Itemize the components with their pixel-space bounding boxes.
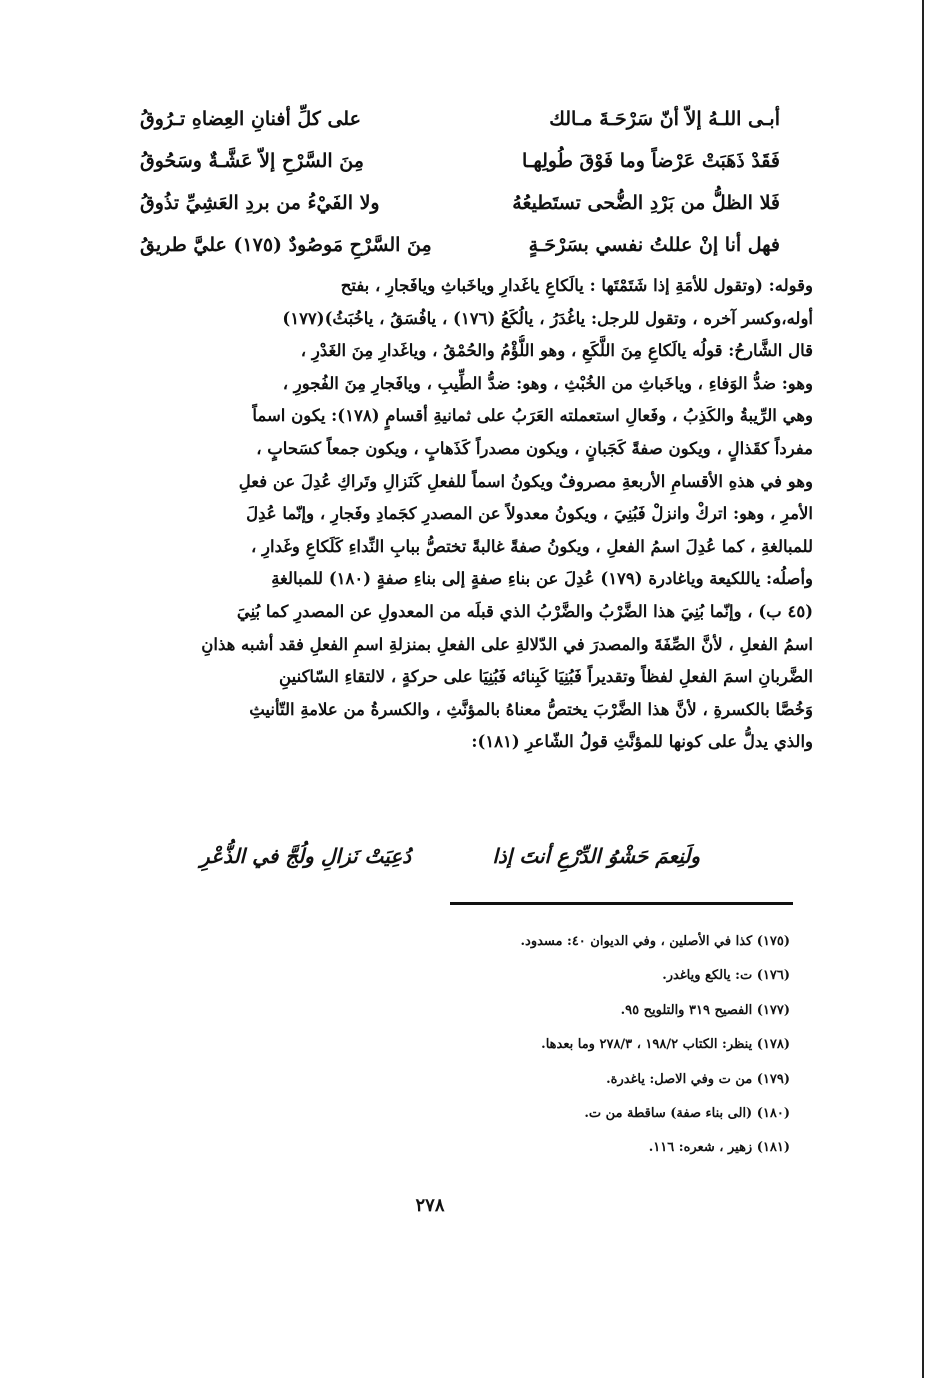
prose-line: وَخُصَّا بالكسرةِ ، لأنَّ هذا الضَّرْبَ يختصُّ معناهُ بالمؤنَّثِ ، والكسرةُ من علامةِ التّأنيثِ bbox=[249, 699, 813, 719]
prose-line: وهو: ضدُّ الوَفاءِ ، وياخَباثِ من الخُبْثِ ، وهو: ضدُّ الطِّيبِ ، ويافَجارِ مِنَ الفُجورِ ، bbox=[282, 373, 813, 393]
verse-line bbox=[140, 142, 780, 184]
prose-line: وأصلُه: ياللكيعة وياغادرة (١٧٩) عُدِلَ عن بناءِ صفةٍ إلى بناءِ صفةٍ (١٨٠) للمبالغةِ bbox=[271, 569, 813, 589]
footnote: (١٧٦) ت: يالكع وياغدر. bbox=[662, 968, 790, 984]
prose-line: اسمُ الفعلِ ، لأنَّ الصِّفَةَ والمصدرَ في الدّلالةِ على الفعلِ بمنزلةِ اسمِ الفعلِ فقد أشبه هذانِ bbox=[201, 634, 813, 654]
footnote: (١٧٧) الفصيح ٣١٩ والتلويح ٩٥. bbox=[620, 1002, 790, 1018]
second-hemistich: مِنَ السَّرْحِ مَوصُودٌ (١٧٥) عليَّ طريقُ bbox=[140, 234, 432, 256]
footnote-separator bbox=[450, 902, 793, 905]
first-hemistich: فَلا الظلُّ من بَرْدِ الضُّحى تستَطيعُهُ bbox=[512, 192, 780, 214]
second-hemistich: دُعِيَتْ نَزالِ ولُجَّ في الذُّعْرِ bbox=[200, 844, 412, 868]
first-hemistich: ولَنِعمَ حَشْوُ الدِّرْعِ أنتَ إذا bbox=[492, 844, 700, 868]
first-hemistich: فهل أنا إنْ عللتُ نفسي بسَرْحَـةٍ bbox=[528, 234, 780, 256]
verse-line bbox=[140, 100, 780, 142]
footnote: (١٧٩) من ت وفي الاصل: ياغدرة. bbox=[606, 1071, 790, 1087]
verse-line bbox=[140, 184, 780, 226]
second-hemistich: مِنَ السَّرْحِ إلاّ عَشَّـةٌ وسَحُوقُ bbox=[140, 150, 364, 172]
quoted-verse bbox=[200, 838, 700, 878]
prose-line: مفرداً كقَذالٍ ، ويكون صفةً كَجَبانٍ ، ويكون مصدراً كَذَهابٍ ، ويكون جمعاً كسَحابٍ ، bbox=[256, 438, 813, 458]
first-hemistich: فَقَدْ ذَهَبَتْ عَرْضاً وما فَوْقَ طُولِهـا bbox=[522, 150, 780, 172]
second-hemistich: ولا الفَيْءُ من بردِ العَشِيِّ تذُوقُ bbox=[140, 192, 380, 214]
prose-line: الضَّربانِ اسمَ الفعلِ لفظاً وتقديراً فَبُنِيَا كَبِنائه فَبُنِيَا على حركةٍ ، لالتقاءِ السّاكنينِ bbox=[279, 667, 813, 687]
poem-block bbox=[140, 100, 780, 268]
first-hemistich: أبـى اللـهُ إلاّ أنّ سَرْحَـةَ مـالك bbox=[549, 108, 780, 130]
prose-line: قال الشَّارحُ: قولُه يالَكاعِ مِنَ اللَّكَعِ ، وهو اللُّؤْمُ والحُمْقُ ، وياغَدارِ مِنَ الغَدْرِ ، bbox=[300, 341, 813, 361]
prose-line: وهي الرِّيبةُ والكَذِبُ ، وفَعالِ استعملته العَرَبُ على ثمانيةِ أقسامٍ (١٧٨): يكون اسماً bbox=[252, 406, 813, 426]
second-hemistich: على كلِّ أفنانِ العِضاهِ تـرُوقُ bbox=[140, 108, 361, 130]
footnote: (١٧٥) كذا في الأصلين ، وفي الديوان ٤٠: مسدود. bbox=[520, 934, 790, 949]
footnote: (١٨١) زهير ، شعره: ١١٦. bbox=[648, 1140, 790, 1156]
prose-line: والذي يدلُّ على كونها للمؤنَّثِ قولُ الشّاعرِ (١٨١): bbox=[471, 732, 813, 752]
footnote: (١٧٨) ينظر: الكتاب ١٩٨/٢ ، ٢٧٨/٣ وما بعدها. bbox=[541, 1037, 790, 1053]
prose-line: وهو في هذهِ الأقسامِ الأربعةِ مصروفٌ ويكونُ اسماً للفعلِ كَنَزالِ وتَراكِ عُدِلَ عن فعلِ bbox=[238, 471, 813, 491]
page-edge-line bbox=[922, 0, 924, 1378]
footnotes bbox=[440, 925, 790, 1166]
prose-line: للمبالغةِ ، كما عُدِلَ اسمُ الفعلِ ، ويكونُ صفةً غالبةً تختصُّ ببابِ النِّداءِ كَلَكاعِ وغَدارِ ، bbox=[250, 536, 813, 556]
prose-line: وقوله: (وتقول للأمَةِ إذا شَتَمْتَها : يالَكاعِ ياغَدارِ وياخَباثِ ويافَجارِ ، بفتح bbox=[340, 276, 813, 295]
commentary-text bbox=[118, 270, 813, 759]
page-number: ٢٧٨ bbox=[415, 1195, 445, 1216]
footnote: (١٨٠) (الى بناء صفة) ساقطة من ت. bbox=[584, 1105, 790, 1121]
prose-line: أوله،وكسر آخره ، وتقول للرجل: ياغُدَرُ ، يالُكَعُ (١٧٦) ، يافُسَقُ ، ياخُبَثُ)(١٧٧) bbox=[282, 308, 813, 328]
prose-line: (٤٥ ب) ، وإنّما بُنِيَ هذا الضَّرْبُ والضَّرْبُ الذي قبلَه من المعدولِ عن المصدرِ كما بُنِيَ bbox=[236, 601, 813, 621]
prose-line: الأمرِ ، وهو: اتركْ وانزلْ فَبُنِيَ ، ويكونُ معدولاً عن المصدرِ كجَمادِ وفَجارِ ، وإنّما عُدِلَ bbox=[246, 504, 813, 524]
verse-line bbox=[140, 226, 780, 268]
